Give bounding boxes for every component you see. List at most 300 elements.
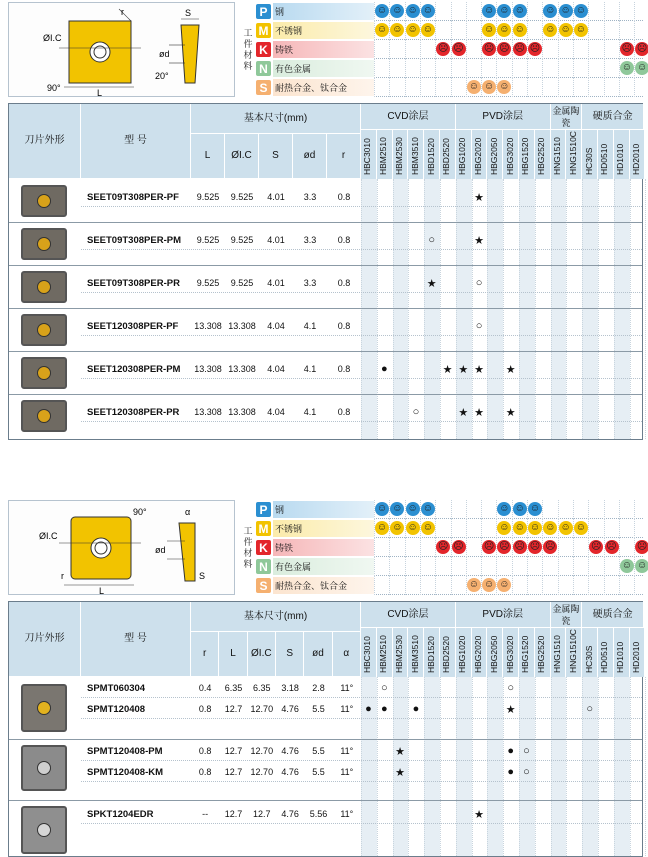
insert-photo <box>21 314 67 346</box>
grade-name: HBG2020 <box>472 635 483 673</box>
grade-divider <box>512 557 513 576</box>
grade-header <box>566 628 582 677</box>
rating-face-icon: ☹ <box>483 43 495 54</box>
grade-divider <box>420 40 421 59</box>
grade-divider <box>420 576 421 595</box>
grade-divider <box>420 538 421 557</box>
insert-photo <box>21 228 67 260</box>
header-cermet: 金属陶瓷 <box>551 602 583 628</box>
grade-divider <box>466 500 467 519</box>
grade-divider <box>405 576 406 595</box>
row-separator <box>81 697 642 698</box>
grade-column-shade <box>424 677 440 856</box>
grade-recommendation-star: ★ <box>474 808 485 821</box>
grade-gridline <box>503 179 504 439</box>
header-dim-col: S <box>259 134 293 179</box>
rating-face-icon: ☺ <box>636 560 648 571</box>
dimension-value: 3.3 <box>303 278 317 288</box>
rating-face-icon: ☺ <box>483 579 495 590</box>
dimension-value: 9.525 <box>196 235 220 245</box>
rating-face-icon: ☺ <box>392 24 403 35</box>
grade-recommendation-star: ★ <box>474 363 485 376</box>
rating-face-icon: ☺ <box>545 24 556 35</box>
rating-face-icon: ☺ <box>376 5 388 16</box>
grade-divider <box>604 557 605 576</box>
grade-header <box>408 130 424 179</box>
grade-recommendation-star: ★ <box>395 745 406 758</box>
dimension-value: 4.04 <box>267 321 285 331</box>
grade-divider <box>420 59 421 78</box>
grade-column-shade <box>424 179 440 439</box>
grade-divider <box>634 500 635 519</box>
rating-face-icon: ☹ <box>636 43 648 54</box>
rating-face-icon: ☺ <box>575 5 586 16</box>
dimension-value: 4.04 <box>267 407 285 417</box>
grade-divider <box>435 576 436 595</box>
grade-header <box>630 628 646 677</box>
grade-header <box>503 130 519 179</box>
grade-column-shade <box>614 179 630 439</box>
insert-photo <box>21 806 67 854</box>
grade-divider <box>374 59 375 78</box>
grade-name: HNG1510 <box>551 137 562 175</box>
row-separator <box>81 760 642 761</box>
grade-recommendation-ring: ○ <box>523 745 530 757</box>
header-dim-col: ød <box>304 632 332 677</box>
material-grade-strip <box>374 59 648 78</box>
grade-header <box>408 628 424 677</box>
grade-header <box>519 130 535 179</box>
insert-hole <box>37 701 51 715</box>
grade-divider <box>451 519 452 538</box>
grade-divider <box>527 557 528 576</box>
grade-recommendation-dot: ● <box>380 363 388 375</box>
grade-gridline <box>566 677 567 856</box>
grade-name: HBG2520 <box>536 137 547 175</box>
rating-face-icon: ☺ <box>621 560 632 571</box>
rating-face-icon: ☹ <box>453 541 464 552</box>
grade-divider <box>435 519 436 538</box>
diagram-label-90: 90° <box>133 507 147 517</box>
spmt-panel <box>8 500 648 857</box>
rating-face-icon: ☺ <box>621 62 632 73</box>
grade-name: HBG1020 <box>457 635 468 673</box>
dimension-value: 9.525 <box>196 278 220 288</box>
dimension-value: 9.525 <box>230 235 254 245</box>
material-badge-k: K <box>256 42 271 57</box>
grade-divider <box>527 59 528 78</box>
grade-gridline <box>487 179 488 439</box>
diagram-label-alpha: α <box>185 507 191 517</box>
grade-divider <box>558 500 559 519</box>
grade-divider <box>389 78 390 97</box>
grade-column-shade <box>519 179 535 439</box>
dimension-value: 4.76 <box>281 767 299 777</box>
grade-name: HNG1510 <box>551 635 562 673</box>
grade-divider <box>374 538 375 557</box>
grade-header <box>535 628 551 677</box>
grade-gridline <box>472 677 473 856</box>
grade-name: HBM2530 <box>393 137 404 175</box>
grade-divider <box>604 59 605 78</box>
header-dim-col: L <box>191 134 225 179</box>
grade-recommendation-star: ★ <box>458 406 469 419</box>
group-separator <box>9 739 642 740</box>
grade-divider <box>527 21 528 40</box>
grade-name: HBM2530 <box>393 635 404 673</box>
rating-face-icon: ☹ <box>545 541 556 552</box>
grade-name: HD0510 <box>599 641 610 673</box>
grade-divider <box>451 576 452 595</box>
material-row-p <box>256 500 643 519</box>
dimension-value: 12.7 <box>224 809 243 819</box>
grade-header <box>582 130 598 179</box>
workpiece-material-block <box>241 500 648 595</box>
grade-header <box>535 130 551 179</box>
dimension-value: 11° <box>340 683 354 693</box>
rating-face-icon: ☺ <box>545 5 556 16</box>
row-separator <box>81 378 642 379</box>
grade-divider <box>466 557 467 576</box>
grade-divider <box>451 59 452 78</box>
grade-gridline <box>472 179 473 439</box>
grade-name: HBC3010 <box>362 636 373 673</box>
rating-face-icon: ☹ <box>514 43 525 54</box>
dimension-value: 5.5 <box>312 746 325 756</box>
group-separator <box>9 308 642 309</box>
dimension-value: 5.5 <box>312 704 325 714</box>
grade-header <box>614 130 630 179</box>
grade-header <box>472 130 488 179</box>
dimension-value: 0.8 <box>337 235 351 245</box>
grade-divider <box>389 59 390 78</box>
grade-recommendation-dot: ● <box>365 703 372 715</box>
grade-recommendation-dot: ● <box>507 745 515 757</box>
grade-name: HBG2050 <box>488 137 499 175</box>
grade-gridline <box>630 179 631 439</box>
grade-header <box>614 628 630 677</box>
grade-divider <box>573 59 574 78</box>
insert-model-code: SPMT120408-KM <box>87 766 164 778</box>
grade-divider <box>389 557 390 576</box>
row-separator <box>81 718 642 719</box>
grade-header <box>361 628 377 677</box>
grade-divider <box>435 78 436 97</box>
dimension-value: 13.308 <box>194 407 222 417</box>
rating-face-icon: ☺ <box>560 24 571 35</box>
grade-recommendation-dot: ● <box>507 766 515 778</box>
dimension-value: 4.1 <box>303 407 317 417</box>
header-carbide: 硬质合金 <box>582 104 644 130</box>
material-title-char: 件 <box>243 536 253 547</box>
grade-recommendation-star: ★ <box>505 363 516 376</box>
grade-header <box>551 628 567 677</box>
header-dims: 基本尺寸(mm) <box>191 104 361 134</box>
grade-header <box>424 130 440 179</box>
row-separator <box>81 335 642 336</box>
header-dim-col: S <box>276 632 304 677</box>
grade-divider <box>466 40 467 59</box>
insert-model-code: SEET09T308PER-PM <box>87 234 181 246</box>
material-label: 铸铁 <box>273 539 374 556</box>
material-badge-s: S <box>256 578 271 593</box>
dimension-value: 4.76 <box>281 704 299 714</box>
grade-gridline <box>393 179 394 439</box>
dimension-value: 4.76 <box>281 809 299 819</box>
dimension-value: 12.70 <box>250 746 274 756</box>
dimension-value: 3.3 <box>303 192 317 202</box>
material-title-char: 件 <box>243 38 253 49</box>
header-cvd: CVD涂层 <box>361 104 456 130</box>
material-badge-s: S <box>256 80 271 95</box>
grade-name: HD2010 <box>630 143 641 175</box>
rating-face-icon: ☹ <box>590 541 602 552</box>
dimension-value: 4.01 <box>267 278 285 288</box>
dimension-value: 0.8 <box>198 767 212 777</box>
dimension-value: 12.7 <box>224 746 243 756</box>
diagram-label-angle: 20° <box>155 71 169 81</box>
grade-gridline <box>440 677 441 856</box>
grade-divider <box>466 2 467 21</box>
insert-model-code: SPMT060304 <box>87 682 146 694</box>
material-badge-p: P <box>256 502 271 517</box>
material-label: 铸铁 <box>273 41 374 58</box>
grade-gridline <box>551 179 552 439</box>
header-dim-col: α <box>333 632 361 677</box>
row-separator <box>81 249 642 250</box>
grade-header <box>630 130 646 179</box>
grade-divider <box>588 2 589 21</box>
grade-name: HBD1520 <box>425 636 436 673</box>
material-label: 钢 <box>273 3 374 20</box>
dimension-value: 13.308 <box>228 321 256 331</box>
rating-face-icon: ☺ <box>529 522 541 533</box>
grade-divider <box>374 576 375 595</box>
grade-header <box>393 130 409 179</box>
grade-divider <box>435 21 436 40</box>
material-label: 有色金属 <box>273 558 374 575</box>
grade-divider <box>542 576 543 595</box>
rating-face-icon: ☺ <box>483 5 495 16</box>
grade-divider <box>619 78 620 97</box>
rating-face-icon: ☺ <box>407 522 418 533</box>
grade-gridline <box>440 179 441 439</box>
insert-model-code: SPMT120408-PM <box>87 745 163 757</box>
insert-photo <box>21 684 67 732</box>
grade-divider <box>466 21 467 40</box>
dimension-value: 12.70 <box>250 704 274 714</box>
grade-divider <box>558 576 559 595</box>
grade-name: HBG1020 <box>457 137 468 175</box>
grade-divider <box>604 21 605 40</box>
dimension-value: 6.35 <box>224 683 243 693</box>
header-dims: 基本尺寸(mm) <box>191 602 361 632</box>
grade-divider <box>374 78 375 97</box>
grade-divider <box>588 500 589 519</box>
material-grade-strip <box>374 2 643 21</box>
grade-divider <box>451 557 452 576</box>
grade-gridline <box>645 179 646 439</box>
rating-face-icon: ☺ <box>575 522 586 533</box>
grade-divider <box>435 557 436 576</box>
material-label: 不锈钢 <box>273 22 374 39</box>
grade-gridline <box>582 179 583 439</box>
grade-recommendation-dot: ● <box>412 703 420 715</box>
dimension-value: 2.8 <box>312 683 325 693</box>
grade-divider <box>634 21 635 40</box>
grade-gridline <box>598 179 599 439</box>
diagram-label-d: ød <box>159 49 170 59</box>
insert-model-code: SEET09T308PER-PR <box>87 277 180 289</box>
grade-recommendation-star: ★ <box>458 363 469 376</box>
grade-recommendation-star: ★ <box>442 363 453 376</box>
diagram-label-r: r <box>121 7 124 17</box>
grade-column-shade <box>456 677 472 856</box>
rating-face-icon: ☹ <box>529 43 541 54</box>
diagram-label-d: ød <box>155 545 166 555</box>
rating-face-icon: ☺ <box>529 503 541 514</box>
insert-model-code: SEET120308PER-PR <box>87 406 180 418</box>
material-grade-strip <box>374 557 648 576</box>
rating-face-icon: ☺ <box>407 5 418 16</box>
material-row-s <box>256 576 643 595</box>
grade-name: HBG2520 <box>536 635 547 673</box>
rating-face-icon: ☹ <box>514 541 525 552</box>
grade-header <box>456 130 472 179</box>
grade-recommendation-star: ★ <box>474 406 485 419</box>
grade-name: HC30S <box>583 645 594 673</box>
grade-column-shade <box>551 677 567 856</box>
grade-gridline <box>566 179 567 439</box>
rating-face-icon: ☺ <box>468 579 479 590</box>
insert-photo <box>21 400 67 432</box>
grade-gridline <box>361 179 362 439</box>
grade-divider <box>573 500 574 519</box>
material-title-char: 材 <box>243 547 253 558</box>
header-carbide: 硬质合金 <box>582 602 644 628</box>
grade-name: HBM3510 <box>409 635 420 673</box>
grade-divider <box>405 40 406 59</box>
rating-face-icon: ☺ <box>376 522 388 533</box>
rating-face-icon: ☹ <box>529 541 541 552</box>
grade-recommendation-dot: ● <box>380 703 388 715</box>
dimension-value: 12.70 <box>250 767 274 777</box>
material-badge-n: N <box>256 61 271 76</box>
dimension-value: 0.8 <box>337 192 351 202</box>
material-title-char: 材 <box>243 49 253 60</box>
rating-face-icon: ☺ <box>392 522 403 533</box>
header-dim-col: ØI.C <box>248 632 276 677</box>
material-vertical-title <box>241 500 255 595</box>
dimension-value: 11° <box>340 746 354 756</box>
insert-model-code: SPMT120408 <box>87 703 146 715</box>
grade-divider <box>420 78 421 97</box>
rating-face-icon: ☹ <box>636 541 648 552</box>
grade-divider <box>588 519 589 538</box>
seet-table <box>8 103 643 440</box>
rating-face-icon: ☺ <box>514 24 525 35</box>
grade-name: HD1010 <box>615 641 626 673</box>
rating-face-icon: ☺ <box>376 503 388 514</box>
dimension-value: 5.5 <box>312 767 325 777</box>
material-badge-n: N <box>256 559 271 574</box>
material-grade-strip <box>374 576 643 595</box>
grade-divider <box>496 59 497 78</box>
grade-name: HBD2520 <box>441 636 452 673</box>
grade-divider <box>619 519 620 538</box>
group-separator <box>9 265 642 266</box>
diagram-label-s: S <box>185 8 192 18</box>
grade-divider <box>512 78 513 97</box>
diagram-label-90: 90° <box>47 83 61 93</box>
grade-recommendation-ring: ○ <box>523 766 530 778</box>
grade-divider <box>435 2 436 21</box>
insert-hole <box>37 409 51 423</box>
material-row-s <box>256 78 643 97</box>
grade-header <box>503 628 519 677</box>
dimension-value: 4.76 <box>281 746 299 756</box>
grade-divider <box>435 59 436 78</box>
insert-photo <box>21 357 67 389</box>
rating-face-icon: ☺ <box>499 522 510 533</box>
material-grade-strip <box>374 519 643 538</box>
grade-divider <box>389 576 390 595</box>
rating-face-icon: ☺ <box>422 5 433 16</box>
dimension-value: 0.8 <box>198 704 212 714</box>
grade-header <box>551 130 567 179</box>
header-dim-col: r <box>191 632 219 677</box>
grade-name: HBG2050 <box>488 635 499 673</box>
header-dim-col: r <box>327 134 361 179</box>
grade-gridline <box>630 677 631 856</box>
grade-name: HD2010 <box>630 641 641 673</box>
grade-header <box>598 628 614 677</box>
grade-divider <box>573 576 574 595</box>
insert-hole <box>37 280 51 294</box>
material-label: 耐热合金、钛合金 <box>273 577 374 594</box>
material-grade-strip <box>374 40 648 59</box>
grade-recommendation-star: ★ <box>395 766 406 779</box>
dimension-value: 3.3 <box>303 235 317 245</box>
grade-recommendation-ring: ○ <box>586 703 594 715</box>
dimension-value: 12.7 <box>224 704 243 714</box>
grade-recommendation-star: ★ <box>474 191 485 204</box>
grade-divider <box>512 576 513 595</box>
insert-photo <box>21 185 67 217</box>
material-vertical-title <box>241 2 255 97</box>
rating-face-icon: ☺ <box>514 522 525 533</box>
grade-divider <box>558 538 559 557</box>
grade-divider <box>604 500 605 519</box>
grade-column-shade <box>551 179 567 439</box>
grade-divider <box>604 576 605 595</box>
dimension-value: 13.308 <box>228 364 256 374</box>
rating-face-icon: ☹ <box>606 541 617 552</box>
grade-divider <box>542 557 543 576</box>
material-row-m <box>256 21 643 40</box>
rating-face-icon: ☺ <box>575 24 586 35</box>
material-row-n <box>256 59 648 78</box>
material-title-char: 工 <box>243 525 253 536</box>
grade-divider <box>619 576 620 595</box>
header-shape: 刀片外形 <box>9 104 81 179</box>
header-dim-col: ØI.C <box>225 134 259 179</box>
rating-face-icon: ☹ <box>437 43 449 54</box>
grade-divider <box>389 538 390 557</box>
dimension-value: 0.4 <box>198 683 212 693</box>
grade-divider <box>542 40 543 59</box>
header-cermet: 金属陶瓷 <box>551 104 583 130</box>
